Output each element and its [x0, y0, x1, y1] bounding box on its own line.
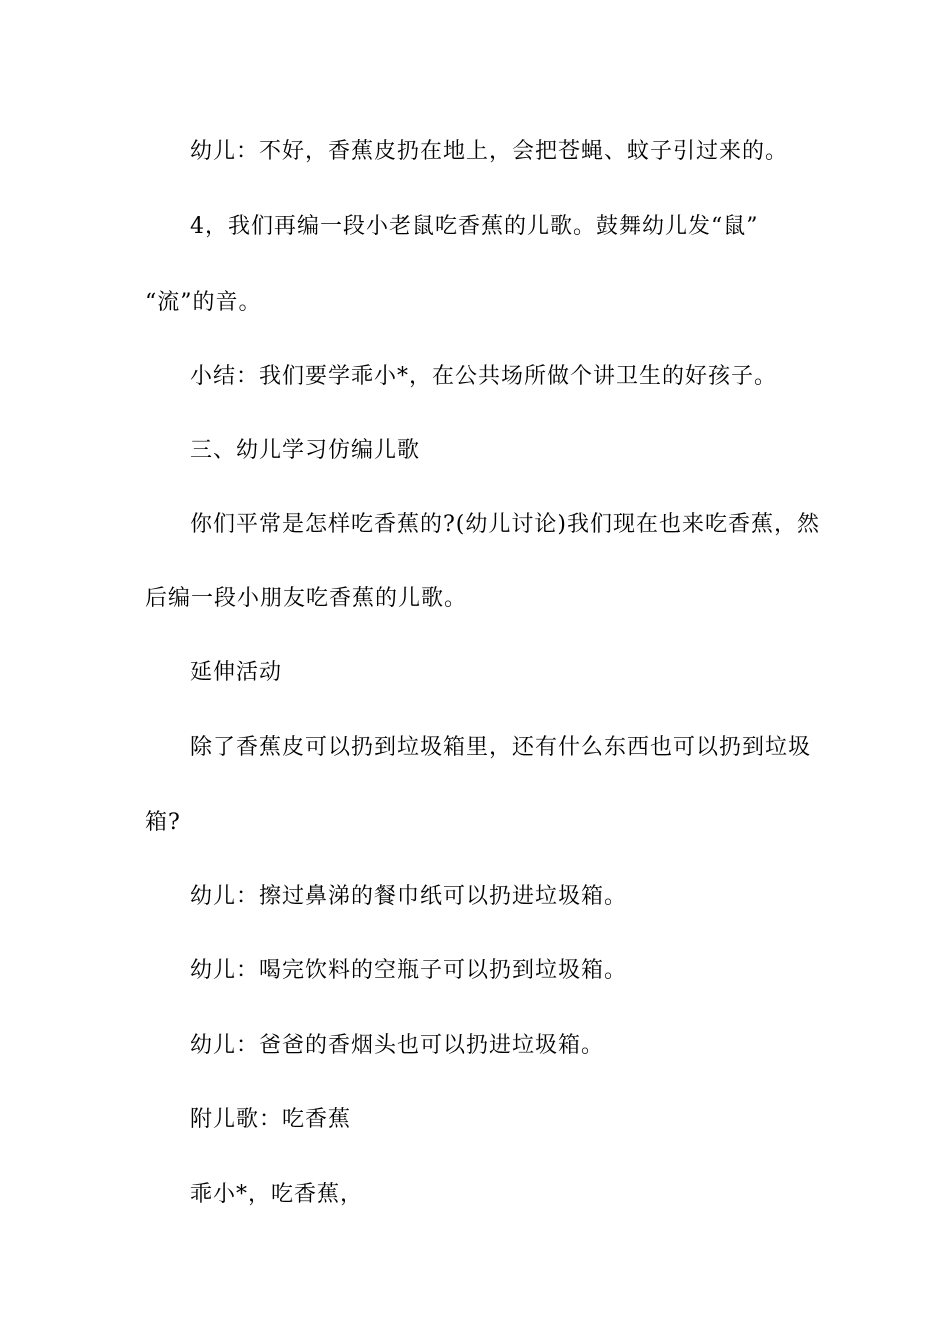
- paragraph-line: 除了香蕉皮可以扔到垃圾箱里，还有什么东西也可以扔到垃圾: [190, 735, 812, 760]
- paragraph-line: 4，我们再编一段小老鼠吃香蕉的儿歌。鼓舞幼儿发“鼠”: [190, 214, 759, 239]
- section-heading: 附儿歌：吃香蕉: [190, 1107, 352, 1132]
- paragraph-line: 后编一段小朋友吃香蕉的儿歌。: [145, 586, 468, 611]
- paragraph-line: 幼儿：爸爸的香烟头也可以扔进垃圾箱。: [190, 1033, 605, 1058]
- paragraph-line: 你们平常是怎样吃香蕉的?(幼儿讨论)我们现在也来吃香蕉，然: [190, 512, 820, 537]
- section-heading: 三、幼儿学习仿编儿歌: [190, 438, 421, 463]
- paragraph-line: 乖小*，吃香蕉，: [190, 1182, 364, 1207]
- paragraph-line: 幼儿：喝完饮料的空瓶子可以扔到垃圾箱。: [190, 958, 628, 983]
- section-heading: 延伸活动: [190, 660, 283, 685]
- paragraph-line: 小结：我们要学乖小*，在公共场所做个讲卫生的好孩子。: [190, 364, 778, 389]
- paragraph-line: “流”的音。: [145, 290, 262, 315]
- paragraph-line: 幼儿：擦过鼻涕的餐巾纸可以扔进垃圾箱。: [190, 884, 628, 909]
- paragraph-line: 幼儿：不好，香蕉皮扔在地上，会把苍蝇、蚊子引过来的。: [190, 139, 789, 164]
- paragraph-line: 箱?: [145, 810, 181, 835]
